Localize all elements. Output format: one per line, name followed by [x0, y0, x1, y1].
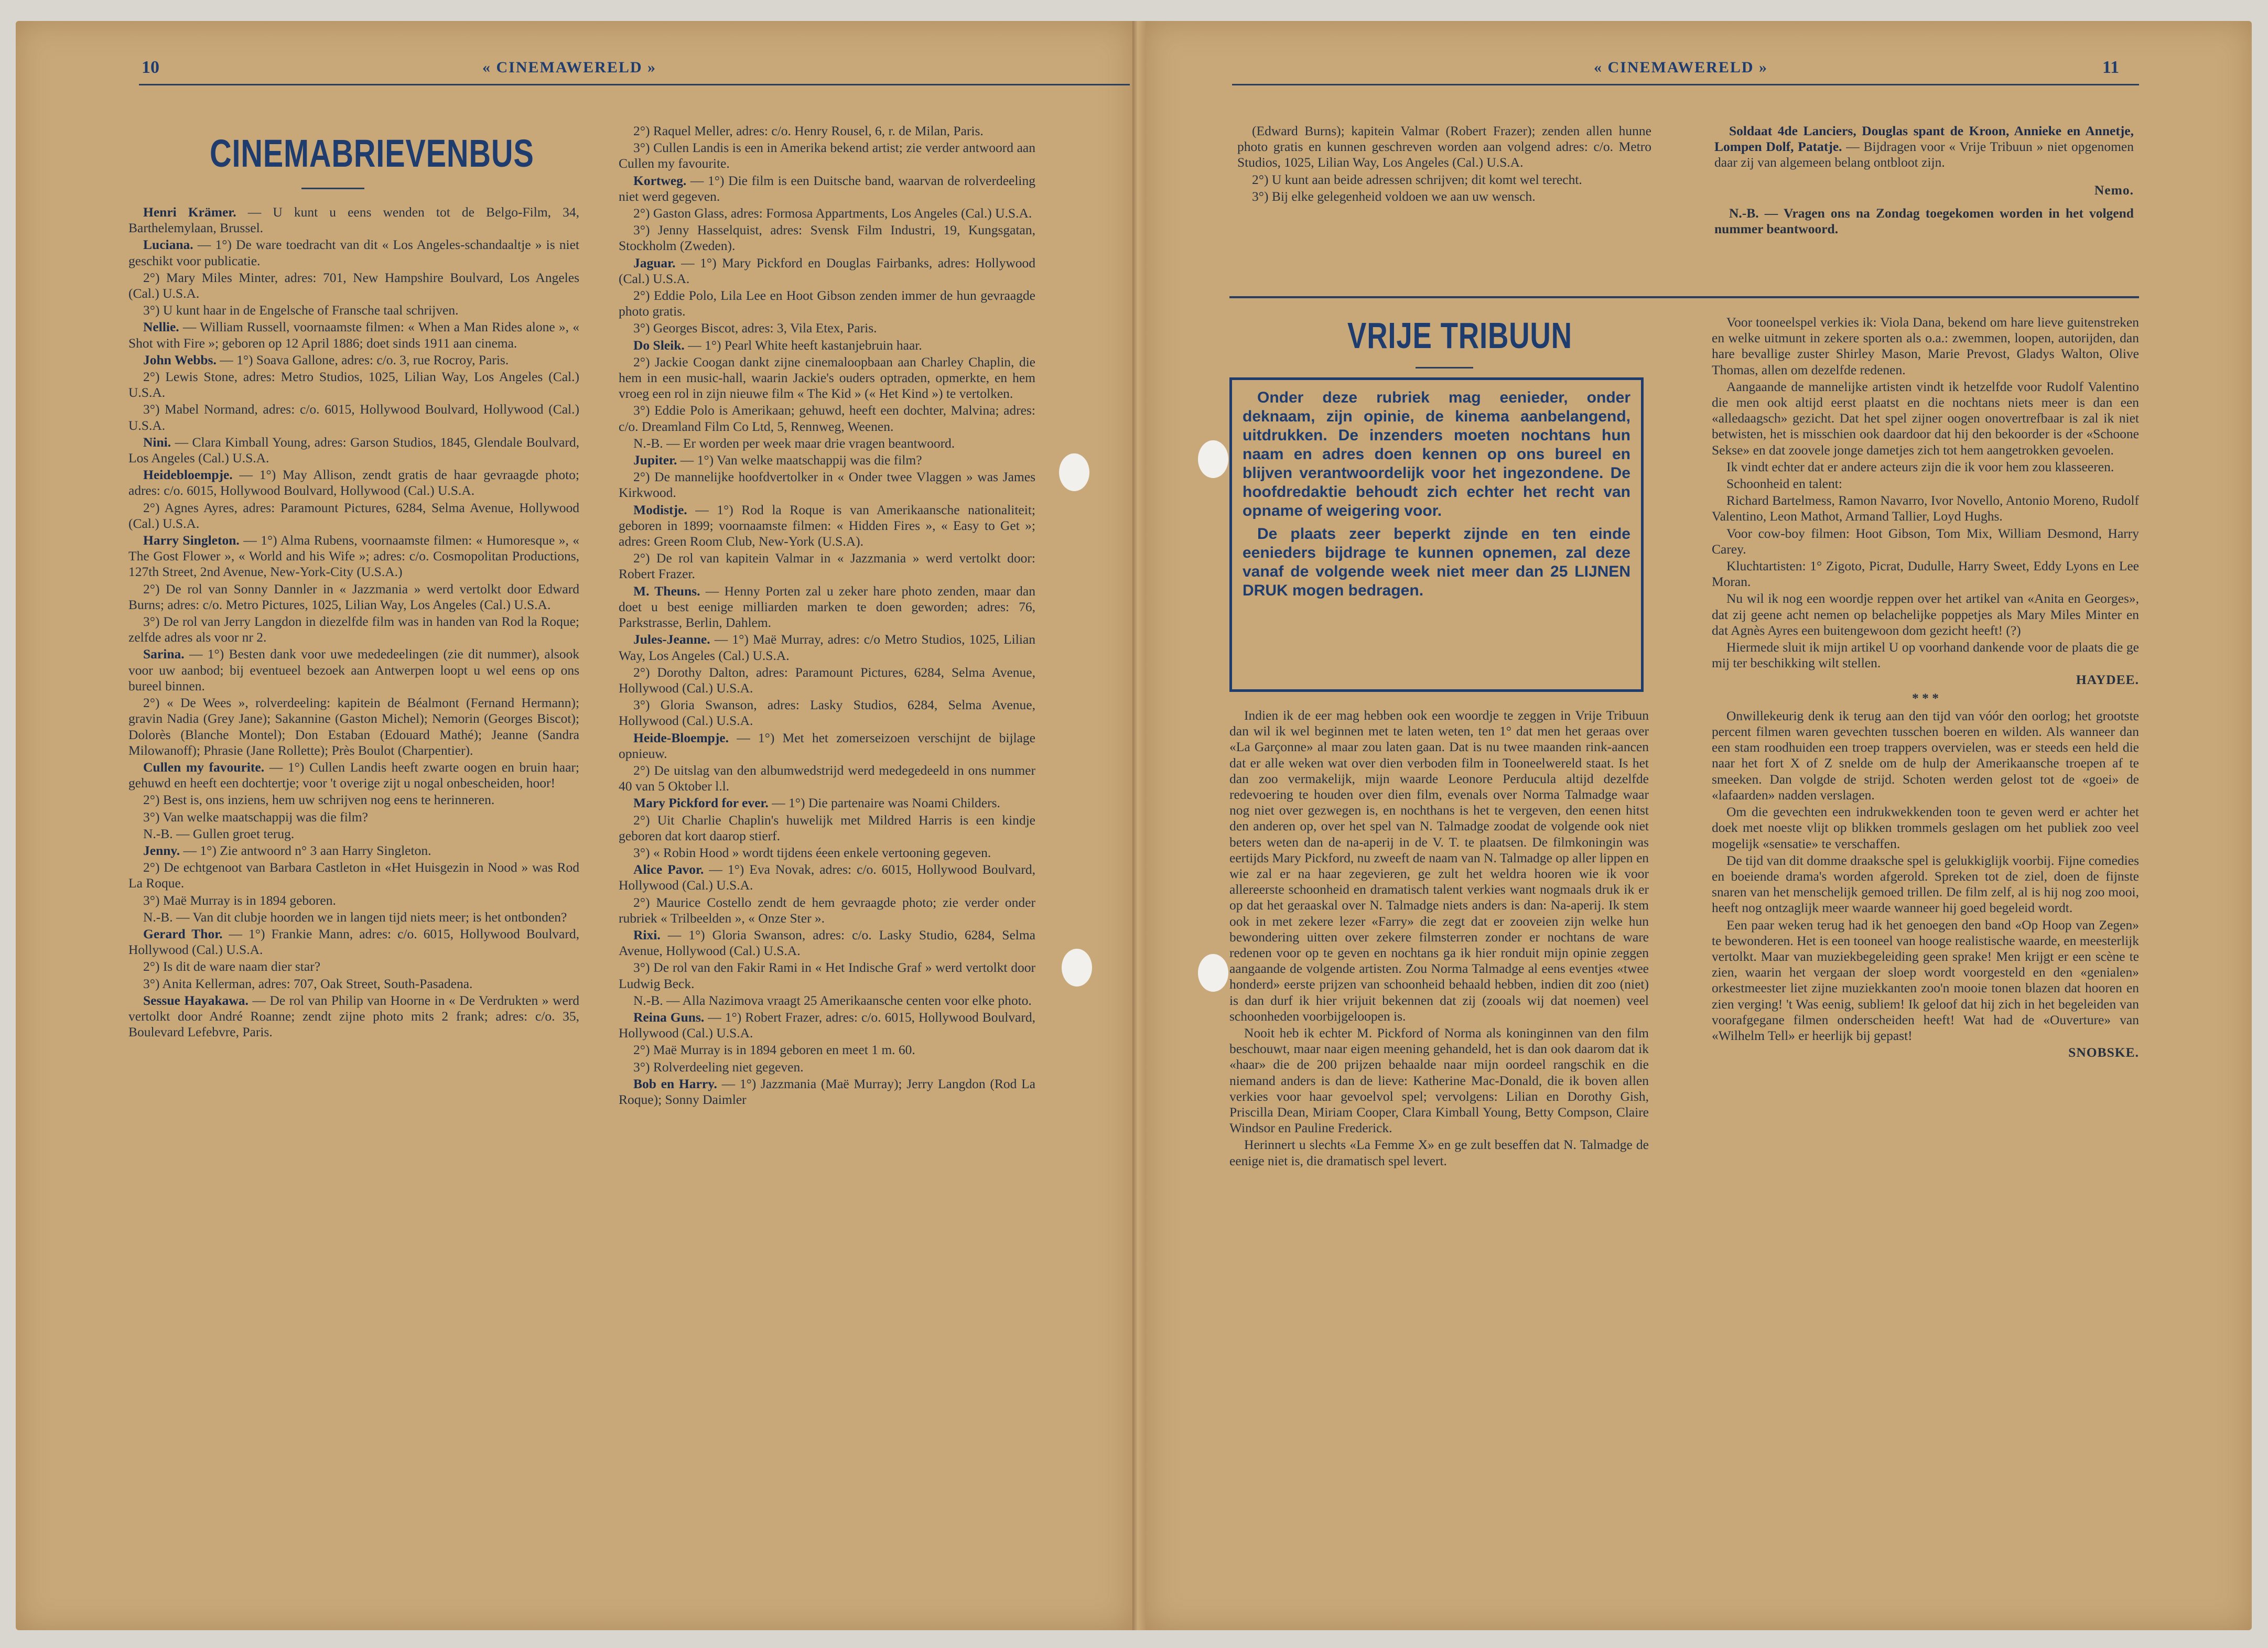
signature-haydee: HAYDEE. [2076, 672, 2139, 688]
correspondent-name: Reina Guns. [633, 1009, 705, 1025]
entry-text: — 1°) Soava Gallone, adres: c/o. 3, rue Rocroy, Paris. [216, 352, 509, 367]
letter-entry [128, 893, 579, 908]
correspondent-name: Rixi. [633, 927, 661, 942]
letter-entry [1237, 123, 1651, 171]
entry-text: 3°) De rol van den Fakir Rami in « Het Indische Graf » werd vertolkt door Ludwig Beck. [619, 960, 1035, 991]
entry-text: 2°) U kunt aan beide adressen schrijven; dit komt wel terecht. [1252, 171, 1582, 187]
entry-text: 2°) Agnes Ayres, adres: Paramount Pictures, 6284, Selma Avenue, Hollywood (Cal.) U.S.A. [128, 500, 579, 531]
entry-text: — 1°) Besten dank voor uwe mededeelingen (zie dit nummer), alsook voor uw aanbod; bij eventueel bezoek aan Antwerpen loopt u wel eens op ons bureel binnen. [128, 646, 579, 693]
article-paragraph: Indien ik de eer mag hebben ook een woordje te zeggen in Vrije Tribuun dan wil ik wel beginnen met te laten weten, ten 1° dat men het geraas over «La Garçonne» al maar zou laten gaan. Dat is nu twee maanden rink-aancen dat er alle weken wat over dien verboden film in Tooneelwereld staat. Is het dan zoo vermakelijk, mijn waarde Leonore Perducula altijd dezelfde redevoering te houden over dien film, evenals over Norma Talmadge waar nog niet over gezwegen is, en nochthans is het te vergeven, den eenen hitst den anderen op, over het spel van N. Talmadge zoodat de volgende ook niet beters weten dan de na-aperij in de V. T. te plaatsen. De filmkoningin was eertijds Mary Pickford, nu zweeft de naam van N. Talmadge op aller lippen en wie zal er na haar zegevieren, ge zult het weldra hooren wie ik voor allereerste schoonheid en dramatisch talent verkies want nogmaals druk ik er op dat het geraaskal over N. Talmadge niets anders is dan: Na-aperij. Ik stem ook in met zekere lezer «Farry» die zegt dat er zooveien zijn welke hun bewondering uitten over zekere filmsterren zonder er nochtans de ware redenen voor op te geven en nochtans ga ik hier ronduit mijn opinie zeggen aangaande de volgende artisten. Zou Norma Talmadge al eens eventjes «twee honderd» eerste prijzen van schoonheid behaald hebben, indien dit zoo (niet) is dan durf ik hier vrijuit bekennen dat zij (zooals wij dat noemen) veel schoonheden voorbijgeloopen is. [1229, 708, 1649, 1024]
letter-entry [1237, 189, 1651, 204]
article-paragraph: Aangaande de mannelijke artisten vindt ik hetzelfde voor Rudolf Valentino die men ook altijd eerst plaatst en die nochtans niets meer is dan een «alledaagsch» gezicht. Dat het spel zijner oogen onovertrefbaar is zal ik niet betwisten, het is misschien ook daardoor dat hij den bekoorder is der «Schoone Sekse» en dat zoovele jonge dametjes zich tot hem aangetrokken gevoelen. [1712, 378, 2139, 458]
entry-text: 3°) Gloria Swanson, adres: Lasky Studios, 6284, Selma Avenue, Hollywood (Cal.) U.S.A. [619, 697, 1035, 729]
notice-paragraph-2: De plaats zeer beperkt zijnde en ten einde eenieders bijdrage te kunnen opnemen, zal deze vanaf de volgende week niet meer dan 25 LIJNEN DRUK mogen bedragen. [1243, 525, 1630, 599]
entry-text: — 1°) Met het zomerseizoen verschijnt de bijlage opnieuw. [619, 730, 1035, 761]
entry-text: 3°) Maë Murray is in 1894 geboren. [143, 892, 336, 908]
letter-entry [619, 862, 1035, 893]
entry-text: 2°) Mary Miles Minter, adres: 701, New Hampshire Boulvard, Los Angeles (Cal.) U.S.A. [128, 269, 579, 301]
signature-snobske: SNOBSKE. [2068, 1045, 2139, 1060]
entry-text: — 1°) Mary Pickford en Douglas Fairbanks, adres: Hollywood (Cal.) U.S.A. [619, 255, 1035, 286]
entry-text: — 1°) Gloria Swanson, adres: c/o. Lasky Studio, 6284, Selma Avenue, Hollywood (Cal.) U.S.A. [619, 927, 1035, 959]
entry-text: — 1°) Van welke maatschappij was die film? [677, 452, 922, 468]
entry-text: 2°) Uit Charlie Chaplin's huwelijk met Mildred Harris is een kindje geboren dat kort daarop stierf. [619, 812, 1035, 843]
entry-text: — 1°) Rod la Roque is van Amerikaansche nationaliteit; geboren in 1899; voornaamste filmen: « Hidden Fires », « Easy to Get »; adres: Green Room Club, New-York (U.S.A). [619, 502, 1035, 549]
letter-entry [128, 959, 579, 974]
letter-entry [128, 369, 579, 400]
running-head-right: « CINEMAWERELD » [1594, 59, 1768, 76]
correspondent-name: Henri Krämer. [143, 204, 236, 220]
entry-text: 2°) De echtgenoot van Barbara Castleton in «Het Huisgezin in Nood » was Rod La Roque. [128, 860, 579, 891]
letter-entry [619, 665, 1035, 696]
entry-text: 3°) Georges Biscot, adres: 3, Vila Etex, Paris. [633, 320, 877, 336]
letter-entry [619, 469, 1035, 501]
left-column-2 [619, 123, 1035, 1591]
right-column-2 [1712, 315, 2139, 1588]
correspondent-name: Nellie. [143, 319, 179, 335]
entry-text: N.-B. — Gullen groet terug. [143, 826, 295, 841]
entry-text: 3°) Rolverdeeling niet gegeven. [633, 1059, 804, 1075]
letter-entry [128, 204, 579, 236]
entry-text: — 1°) Alma Rubens, voornaamste filmen: « Humoresque », « The Gost Flower », « World and his Wife »; adres: c/o. Cosmopolitan Productions, 127th Street, 2nd Avenue, New-York-City (U.S.A.) [128, 533, 579, 580]
correspondent-name: Sarina. [143, 646, 185, 662]
article-paragraph: Hiermede sluit ik mijn artikel U op voorhand dankende voor de plaats die ge mij ter beschikking wilt stellen. [1712, 639, 2139, 671]
right-column-1 [1229, 708, 1649, 1588]
letter-entry [619, 730, 1035, 762]
letter-entry [128, 976, 579, 992]
entry-text: 2°) Lewis Stone, adres: Metro Studios, 1025, Lilian Way, Los Angeles (Cal.) U.S.A. [128, 369, 579, 400]
entry-text: — 1°) Eva Novak, adres: c/o. 6015, Hollywood Boulvard, Hollywood (Cal.) U.S.A. [619, 862, 1035, 893]
entry-text: 2°) De uitslag van den albumwedstrijd werd medegedeeld in ons nummer 40 van 5 Oktober l.l. [619, 762, 1035, 794]
letter-entry [619, 140, 1035, 171]
letter-entry [619, 993, 1035, 1009]
entry-text: (Edward Burns); kapitein Valmar (Robert Frazer); zenden allen hunne photo gratis en kunnen geschreven worden aan volgend adres: c/o. Metro Studios, 1025, Lilian Way, Los Angeles (Cal.) U.S.A. [1237, 123, 1651, 170]
entry-text: 2°) « De Wees », rolverdeeling: kapitein de Béalmont (Fernand Hermann); gravin Nadia (Grey Jane); Sakannine (Gaston Michel); Nemorin (Georges Biscot); Dolorès (Blanche Montel); Don Estaban (Edouard Mathé); Jeanne (Sandra Milowanoff); Phrasie (Jane Rollette); Près Boulot (Charpentier). [128, 695, 579, 758]
section-title-vrije-tribuun: VRIJE TRIBUUN [1347, 315, 1572, 356]
entry-text: N.-B. — Er worden per week maar drie vragen beantwoord. [633, 435, 955, 451]
letter-entry [619, 960, 1035, 991]
correspondent-name: Modistje. [633, 502, 687, 517]
notice-box [1229, 377, 1644, 692]
letter-entry [128, 843, 579, 859]
letter-entry [128, 581, 579, 613]
article-paragraph: De tijd van dit domme draaksche spel is gelukkiglijk voorbij. Fijne comedies en boeiende drama's worden afgerold. Spreken tot de ziel, doen de fijnste snaren van het menschelijk gemoed trillen. De film zelf, al is hij nog zoo mooi, heeft nog ontzaglijk meer waarde wanneer hij goed begeleid wordt. [1712, 852, 2139, 916]
letter-entry [619, 927, 1035, 959]
left-column-1 [128, 204, 579, 1588]
correspondent-name: Cullen my favourite. [143, 759, 265, 775]
article-paragraph: Voor cow-boy filmen: Hoot Gibson, Tom Mix, William Desmond, Harry Carey. [1712, 525, 2139, 557]
letter-entry [619, 632, 1035, 663]
letter-entry [619, 436, 1035, 451]
entry-text: — 1°) May Allison, zendt gratis de haar gevraagde photo; adres: c/o. 6015, Hollywood Boulvard, Hollywood (Cal.) U.S.A. [128, 467, 579, 498]
correspondent-name: Jules-Jeanne. [633, 632, 710, 647]
title-underline [301, 188, 364, 189]
letter-entry [128, 792, 579, 808]
entry-text: — William Russell, voornaamste filmen: « When a Man Rides alone », « Shot with Fire »; geboren op 12 April 1886; doet sinds 1911 aan cinema. [128, 319, 579, 351]
entry-text: 2°) Maë Murray is in 1894 geboren en meet 1 m. 60. [633, 1042, 915, 1058]
binding-hole [1062, 949, 1092, 986]
correspondent-name: Heide-Bloempje. [633, 730, 729, 745]
notice-paragraph-1: Onder deze rubriek mag eenieder, onder deknaam, zijn opinie, de kinema aanbelangend, uitdrukken. De inzenders moeten nochtans hun naam en adres doen kennen op ons bureel en blijven verantwoordelijk voor het ingezondene. De hoofdredaktie behoudt zich echter het recht van opname of weigering voor. [1243, 389, 1630, 519]
letter-entry [128, 646, 579, 694]
letter-entry [619, 222, 1035, 254]
letter-entry [128, 500, 579, 532]
letter-entry [128, 270, 579, 301]
entry-text: — 1°) Pearl White heeft kastanjebruin haar. [684, 337, 922, 353]
correspondent-name: John Webbs. [143, 352, 217, 367]
letter-entry [619, 173, 1035, 204]
binding-hole [1059, 453, 1089, 491]
letter-entry [128, 993, 579, 1040]
letter-entry [619, 1042, 1035, 1058]
entry-text: 3°) De rol van Jerry Langdon in diezelfde film was in handen van Rod la Roque; zelfde adres als voor nr 2. [128, 614, 579, 645]
entry-text: N.-B. — Alla Nazimova vraagt 25 Amerikaansche centen voor elke photo. [633, 992, 1032, 1008]
entry-text: 2°) De rol van Sonny Dannler in « Jazzmania » werd vertolkt door Edward Burns; adres: c/o. Metro Pictures, 1025, Lilian Way, Los Angeles (Cal.) U.S.A. [128, 581, 579, 612]
correspondent-name: Nini. [143, 434, 171, 450]
correspondent-name: Bob en Harry. [633, 1076, 717, 1091]
letter-entry [619, 452, 1035, 468]
letter-entry [128, 352, 579, 368]
title-underline [1416, 367, 1473, 368]
letter-entry [1714, 123, 2134, 171]
entry-text: — 1°) Die film is een Duitsche band, waarvan de rolverdeeling niet werd gegeven. [619, 172, 1035, 204]
letter-entry [619, 502, 1035, 550]
letter-entry [619, 1010, 1035, 1041]
entry-text: — 1°) Jazzmania (Maë Murray); Jerry Langdon (Rod La Roque); Sonny Daimler [619, 1076, 1035, 1107]
header-rule-right [1232, 84, 2139, 85]
letter-entry [619, 812, 1035, 844]
article-paragraph: Richard Bartelmess, Ramon Navarro, Ivor Novello, Antonio Moreno, Rudolf Valentino, Leon Mathot, Armand Tallier, Loyd Hughs. [1712, 493, 2139, 524]
letter-entry [619, 583, 1035, 631]
letter-entry [619, 1059, 1035, 1075]
letter-entry [619, 288, 1035, 319]
letter-entry [619, 205, 1035, 221]
entry-text: — 1°) Maë Murray, adres: c/o Metro Studios, 1025, Lilian Way, Los Angeles (Cal.) U.S.A. [619, 632, 1035, 663]
entry-text: — 1°) Cullen Landis heeft zwarte oogen en bruin haar; gehuwd en heeft een dochtertje; voor 't overige zijt u nogal onbescheiden, hoor! [128, 759, 579, 791]
running-head-left: « CINEMAWERELD » [482, 59, 657, 76]
entry-text: 2°) Best is, ons inziens, hem uw schrijven nog eens te herinneren. [143, 792, 495, 808]
letter-entry [619, 697, 1035, 729]
letter-entry [619, 320, 1035, 336]
letter-entry [619, 1076, 1035, 1108]
nb-note: N.-B. — Vragen ons na Zondag toegekomen worden in het volgend nummer beantwoord. [1714, 205, 2134, 237]
letter-entry [128, 237, 579, 268]
correspondent-name: Jupiter. [633, 452, 677, 468]
binding-hole [1198, 440, 1228, 478]
entry-text: 2°) Dorothy Dalton, adres: Paramount Pictures, 6284, Selma Avenue, Hollywood (Cal.) U.S.A. [619, 664, 1035, 696]
letter-entry [619, 255, 1035, 287]
letter-entry [128, 467, 579, 498]
article-paragraph: Kluchtartisten: 1° Zigoto, Picrat, Dudulle, Harry Sweet, Eddy Lyons en Lee Moran. [1712, 558, 2139, 590]
entry-text: 3°) Jenny Hasselquist, adres: Svensk Film Industri, 19, Kungsgatan, Stockholm (Zweden). [619, 222, 1035, 254]
correspondent-name: Alice Pavor. [633, 862, 704, 877]
entry-text: 2°) Jackie Coogan dankt zijne cinemaloopbaan aan Charley Chaplin, die hem in een music-hall, waarin Jackie's ouders optraden, opmerkte, en hem vroeg een rol in zijn nieuwe film « The Kid » (« Het Kind ») te vertolken. [619, 354, 1035, 402]
article-paragraph: Ik vindt echter dat er andere acteurs zijn die ik voor hem zou klasseeren. [1726, 459, 2114, 474]
entry-text: 3°) « Robin Hood » wordt tijdens éeen enkele vertooning gegeven. [633, 844, 991, 860]
letter-entry [619, 763, 1035, 794]
letter-entry [619, 338, 1035, 353]
section-divider [1229, 296, 2139, 298]
entry-text: 2°) Eddie Polo, Lila Lee en Hoot Gibson zenden immer de hun gevraagde photo gratis. [619, 288, 1035, 319]
letter-entry [1237, 172, 1651, 188]
entry-text: 3°) Bij elke gelegenheid voldoen we aan uw wensch. [1252, 188, 1536, 204]
correspondent-name: Mary Pickford for ever. [633, 795, 769, 811]
correspondent-name: Luciana. [143, 237, 193, 253]
article-paragraph: Voor tooneelspel verkies ik: Viola Dana, bekend om hare lieve guitenstreken en welke uitmunt in zekere sporten als o.a.: zwemmen, loopen, autorijden, dan hare bevallige zuster Shirley Mason, Marie Prevost, Gladys Walton, Olive Thomas, allen om dezelfde redenen. [1712, 315, 2139, 377]
article-paragraph: Nu wil ik nog een woordje reppen over het artikel van «Anita en Georges», dat zij geene acht nemen op belachelijke poppetjes als Mary Miles Minter en dat Agnès Ayres een buitengewoon dom gezicht heeft! (?) [1712, 591, 2139, 638]
letter-entry [619, 895, 1035, 926]
separator-stars: * * * [1912, 690, 1939, 706]
correspondent-name: Heidebloempje. [143, 467, 233, 483]
entry-text: 3°) Anita Kellerman, adres: 707, Oak Street, South-Pasadena. [143, 975, 473, 991]
article-paragraph: Herinnert u slechts «La Femme X» en ge zult beseffen dat N. Talmadge de eenige niet is, die dramatisch spel levert. [1229, 1137, 1649, 1168]
correspondent-name: M. Theuns. [633, 583, 700, 599]
entry-text: 3°) Cullen Landis is een in Amerika bekend artist; zie verder antwoord aan Cullen my favourite. [619, 140, 1035, 171]
entry-text: — 1°) Frankie Mann, adres: c/o. 6015, Hollywood Boulvard, Hollywood (Cal.) U.S.A. [128, 926, 579, 958]
entry-text: 2°) Raquel Meller, adres: c/o. Henry Rousel, 6, r. de Milan, Paris. [633, 123, 984, 138]
letter-entry [128, 926, 579, 958]
entry-text: — 1°) Die partenaire was Noami Childers. [768, 795, 1000, 811]
letter-entry [619, 550, 1035, 582]
article-paragraph: Om die gevechten een indrukwekkenden toon te geven werd er achter het doek met noeste vlijt op blikken trommels geslagen om het publiek zoo veel mogelijk «sensatie» te verschaffen. [1712, 804, 2139, 851]
letter-entry [128, 614, 579, 645]
letter-entry [128, 319, 579, 351]
binding-hole [1198, 954, 1228, 992]
article-paragraph: Schoonheid en talent: [1726, 476, 1842, 492]
entry-text: — 1°) De ware toedracht van dit « Los Angeles-schandaaltje » is niet geschikt voor publicatie. [128, 237, 579, 268]
article-paragraph: Een paar weken terug had ik het genoegen den band «Op Hoop van Zegen» te bewonderen. Het is een tooneel van hooge realistische waarde, en meesterlijk vertolkt. Maar van muziekbegeleiding geen sprake! Men krijgt er een scène te zien, waarin het vergaan der sloep wordt voorgesteld en den «genialen» orkestmeester liet zijne muziekkanten zoo'n mooie tonen blazen dat hooren en zien verging! 't Was eenig, subliem! Ik geloof dat hij zich in het begeleiden van voorafgegane filmen onderscheiden heeft! Wat had de «Ouverture» van «Wilhelm Tell» er heerlijk bij gepast! [1712, 917, 2139, 1043]
correspondent-name: Jaguar. [633, 255, 676, 270]
letter-entry [128, 533, 579, 580]
correspondent-name: Jenny. [143, 842, 180, 858]
page-number-right: 11 [2102, 58, 2120, 77]
entry-text: 3°) Eddie Polo is Amerikaan; gehuwd, heeft een dochter, Malvina; adres: c/o. Dreamland Film Co Ltd, 5, Rennweg, Weenen. [619, 403, 1035, 434]
letter-entry [619, 795, 1035, 811]
entry-text: 3°) U kunt haar in de Engelsche of Fransche taal schrijven. [143, 302, 459, 318]
header-rule-left [139, 84, 1130, 85]
letter-entry [128, 695, 579, 758]
article-paragraph: Onwillekeurig denk ik terug aan den tijd van vóór den oorlog; het grootste percent filmen waren gevechten tusschen boeren en wilden. Als wanneer dan een stam roodhuiden een troep trappers overvielen, was er steeds een held die naar het fort X of Z snelde om de hulp der Amerikaansche troepen af te smeeken. Dan volgde de strijd. Schoten werden gelost tot de «goei» de «lafaarden» nadden verslagen. [1712, 708, 2139, 803]
section-title-brievenbus: CINEMABRIEVENBUS [210, 132, 534, 175]
entry-text: — Bijdragen voor « Vrije Tribuun » niet opgenomen daar zij van algemeen belang ontbloot zijn. [1714, 139, 2134, 170]
letter-entry [128, 909, 579, 925]
letter-entry [128, 760, 579, 791]
entry-text: 3°) Mabel Normand, adres: c/o. 6015, Hollywood Boulvard, Hollywood (Cal.) U.S.A. [128, 402, 579, 433]
entry-text: — U kunt u eens wenden tot de Belgo-Film, 34, Barthelemylaan, Brussel. [128, 204, 579, 236]
entry-text: 2°) Gaston Glass, adres: Formosa Appartments, Los Angeles (Cal.) U.S.A. [633, 205, 1032, 221]
entry-text: 2°) De mannelijke hoofdvertolker in « Onder twee Vlaggen » was James Kirkwood. [619, 469, 1035, 501]
letter-entry [128, 435, 579, 466]
entry-text: — Clara Kimball Young, adres: Garson Studios, 1845, Glendale Boulvard, Los Angeles (Cal.) U.S.A. [128, 434, 579, 466]
page-number-left: 10 [142, 58, 159, 77]
correspondent-name: Do Sleik. [633, 337, 685, 353]
letter-entry [128, 826, 579, 842]
article-paragraph: Nooit heb ik echter M. Pickford of Norma als koninginnen van den film beschouwt, maar naar eigen meening gehandeld, het is dan ook daarom dat ik «haar» die de 200 prijzen behaalde naar mijn oordeel rangschik en die niemand anders is dan de lieve: Katherine Mac-Donald, die ik boven allen verkies voor haar gevoelvol spel; vervolgens: Lilian en Dorothy Gish, Priscilla Dean, Miriam Cooper, Clara Kimball Young, Betty Compson, Claire Windsor en Pauline Frederick. [1229, 1025, 1649, 1136]
letter-entry [619, 403, 1035, 434]
entry-text: — 1°) Zie antwoord n° 3 aan Harry Singleton. [180, 842, 431, 858]
correspondent-name: Sessue Hayakawa. [143, 992, 249, 1008]
letter-entry [619, 845, 1035, 861]
letter-entry [619, 354, 1035, 402]
letter-entry [128, 402, 579, 433]
letter-entry [619, 123, 1035, 139]
entry-text: — De rol van Philip van Hoorne in « De Verdrukten » werd vertolkt door André Roanne; zendt zijne photo mits 2 frank; adres: c/o. 35, Boulevard Lefebvre, Paris. [128, 992, 580, 1040]
correspondent-name: Kortweg. [633, 172, 687, 188]
entry-text: — Henny Porten zal u zeker hare photo zenden, maar dan doet u best eenige milliarden marken te doen geworden; adres: 76, Parkstrasse, Berlin, Dahlem. [619, 583, 1035, 631]
correspondent-name: Soldaat 4de Lanciers, Douglas spant de Kroon, Annieke en Annetje, Lompen Dolf, Patatje. [1714, 123, 2134, 155]
right-top-column-2 [1714, 123, 2134, 291]
right-top-column-1 [1237, 123, 1651, 280]
entry-text: N.-B. — Van dit clubje hoorden we in langen tijd niets meer; is het ontbonden? [143, 909, 567, 925]
entry-text: 2°) Is dit de ware naam dier star? [143, 959, 321, 974]
signature-nemo: Nemo. [2094, 182, 2134, 198]
entry-text: 3°) Van welke maatschappij was die film? [143, 809, 368, 825]
gutter [1132, 21, 1146, 1630]
entry-text: 2°) Maurice Costello zendt de hem gevraagde photo; zie verder onder rubriek « Trilbeelden », « Onze Ster ». [619, 894, 1035, 926]
correspondent-name: Harry Singleton. [143, 533, 240, 548]
letter-entry [128, 302, 579, 318]
letter-entry [128, 860, 579, 891]
entry-text: — 1°) Robert Frazer, adres: c/o. 6015, Hollywood Boulvard, Hollywood (Cal.) U.S.A. [619, 1009, 1035, 1041]
letter-entry [128, 809, 579, 825]
entry-text: 2°) De rol van kapitein Valmar in « Jazzmania » werd vertolkt door: Robert Frazer. [619, 550, 1035, 582]
correspondent-name: Gerard Thor. [143, 926, 223, 941]
